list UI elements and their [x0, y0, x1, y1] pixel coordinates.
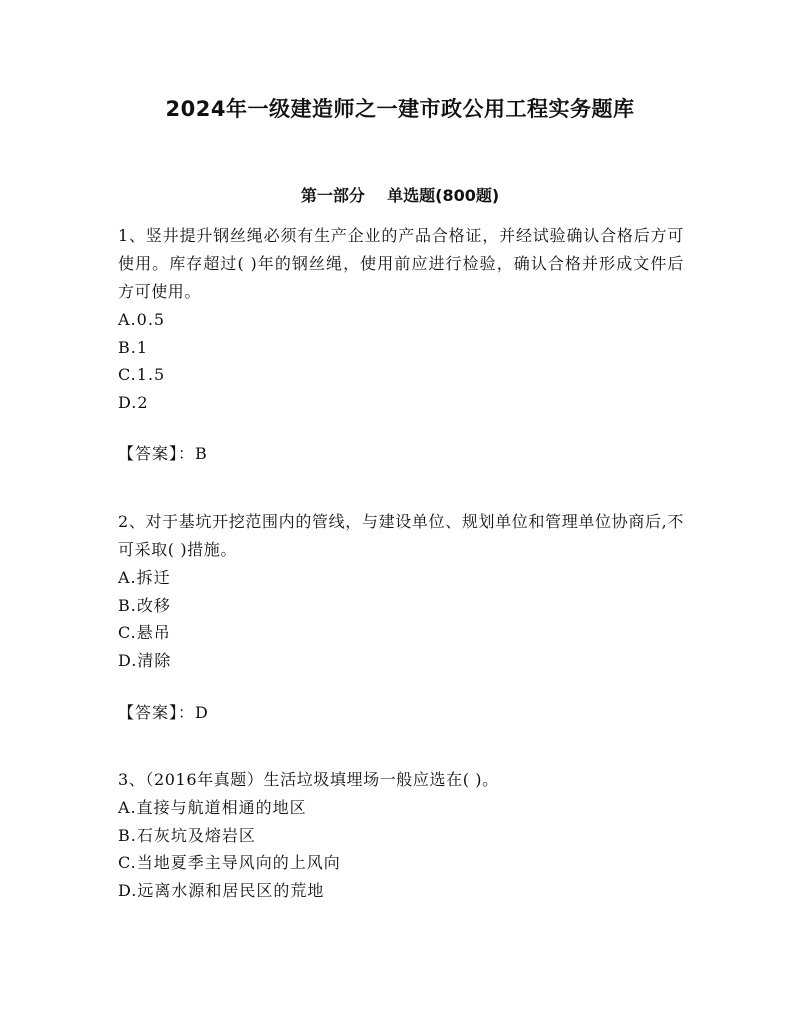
answer-value: D [195, 703, 209, 722]
option-d: D.清除 [118, 650, 172, 670]
answer-label: 【答案】： [118, 444, 196, 463]
question-1 [118, 222, 684, 416]
option-d: D.远离水源和居民区的荒地 [118, 880, 325, 900]
option-a: A.0.5 [118, 310, 166, 329]
question-2 [118, 508, 684, 674]
answer-line-2 [118, 699, 209, 727]
document-title: 2024年一级建造师之一建市政公用工程实务题库 [165, 97, 635, 121]
option-b: B.改移 [118, 595, 171, 615]
option-c: C.当地夏季主导风向的上风向 [118, 853, 341, 872]
answer-line-1 [118, 440, 208, 468]
section-heading: 第一部分 单选题(800题) [300, 186, 500, 205]
option-b: B.石灰坑及熔岩区 [118, 825, 256, 845]
question-stem: 2、对于基坑开挖范围内的管线，与建设单位、规划单位和管理单位协商后,不可采取( )措施。 [118, 512, 684, 559]
question-3 [118, 766, 684, 904]
answer-label: 【答案】： [118, 703, 196, 722]
option-b: B.1 [118, 337, 149, 357]
question-stem: 3、（2016年真题）生活垃圾填埋场一般应选在( )。 [118, 770, 499, 789]
option-a: A.拆迁 [118, 568, 171, 587]
option-d: D.2 [118, 392, 149, 412]
question-stem: 1、竖井提升钢丝绳必须有生产企业的产品合格证，并经试验确认合格后方可使用。库存超过( )年的钢丝绳，使用前应进行检验，确认合格并形成文件后方可使用。 [118, 226, 684, 301]
option-c: C.悬吊 [118, 623, 171, 642]
option-a: A.直接与航道相通的地区 [118, 798, 307, 817]
option-c: C.1.5 [118, 365, 166, 384]
answer-value: B [195, 444, 208, 463]
